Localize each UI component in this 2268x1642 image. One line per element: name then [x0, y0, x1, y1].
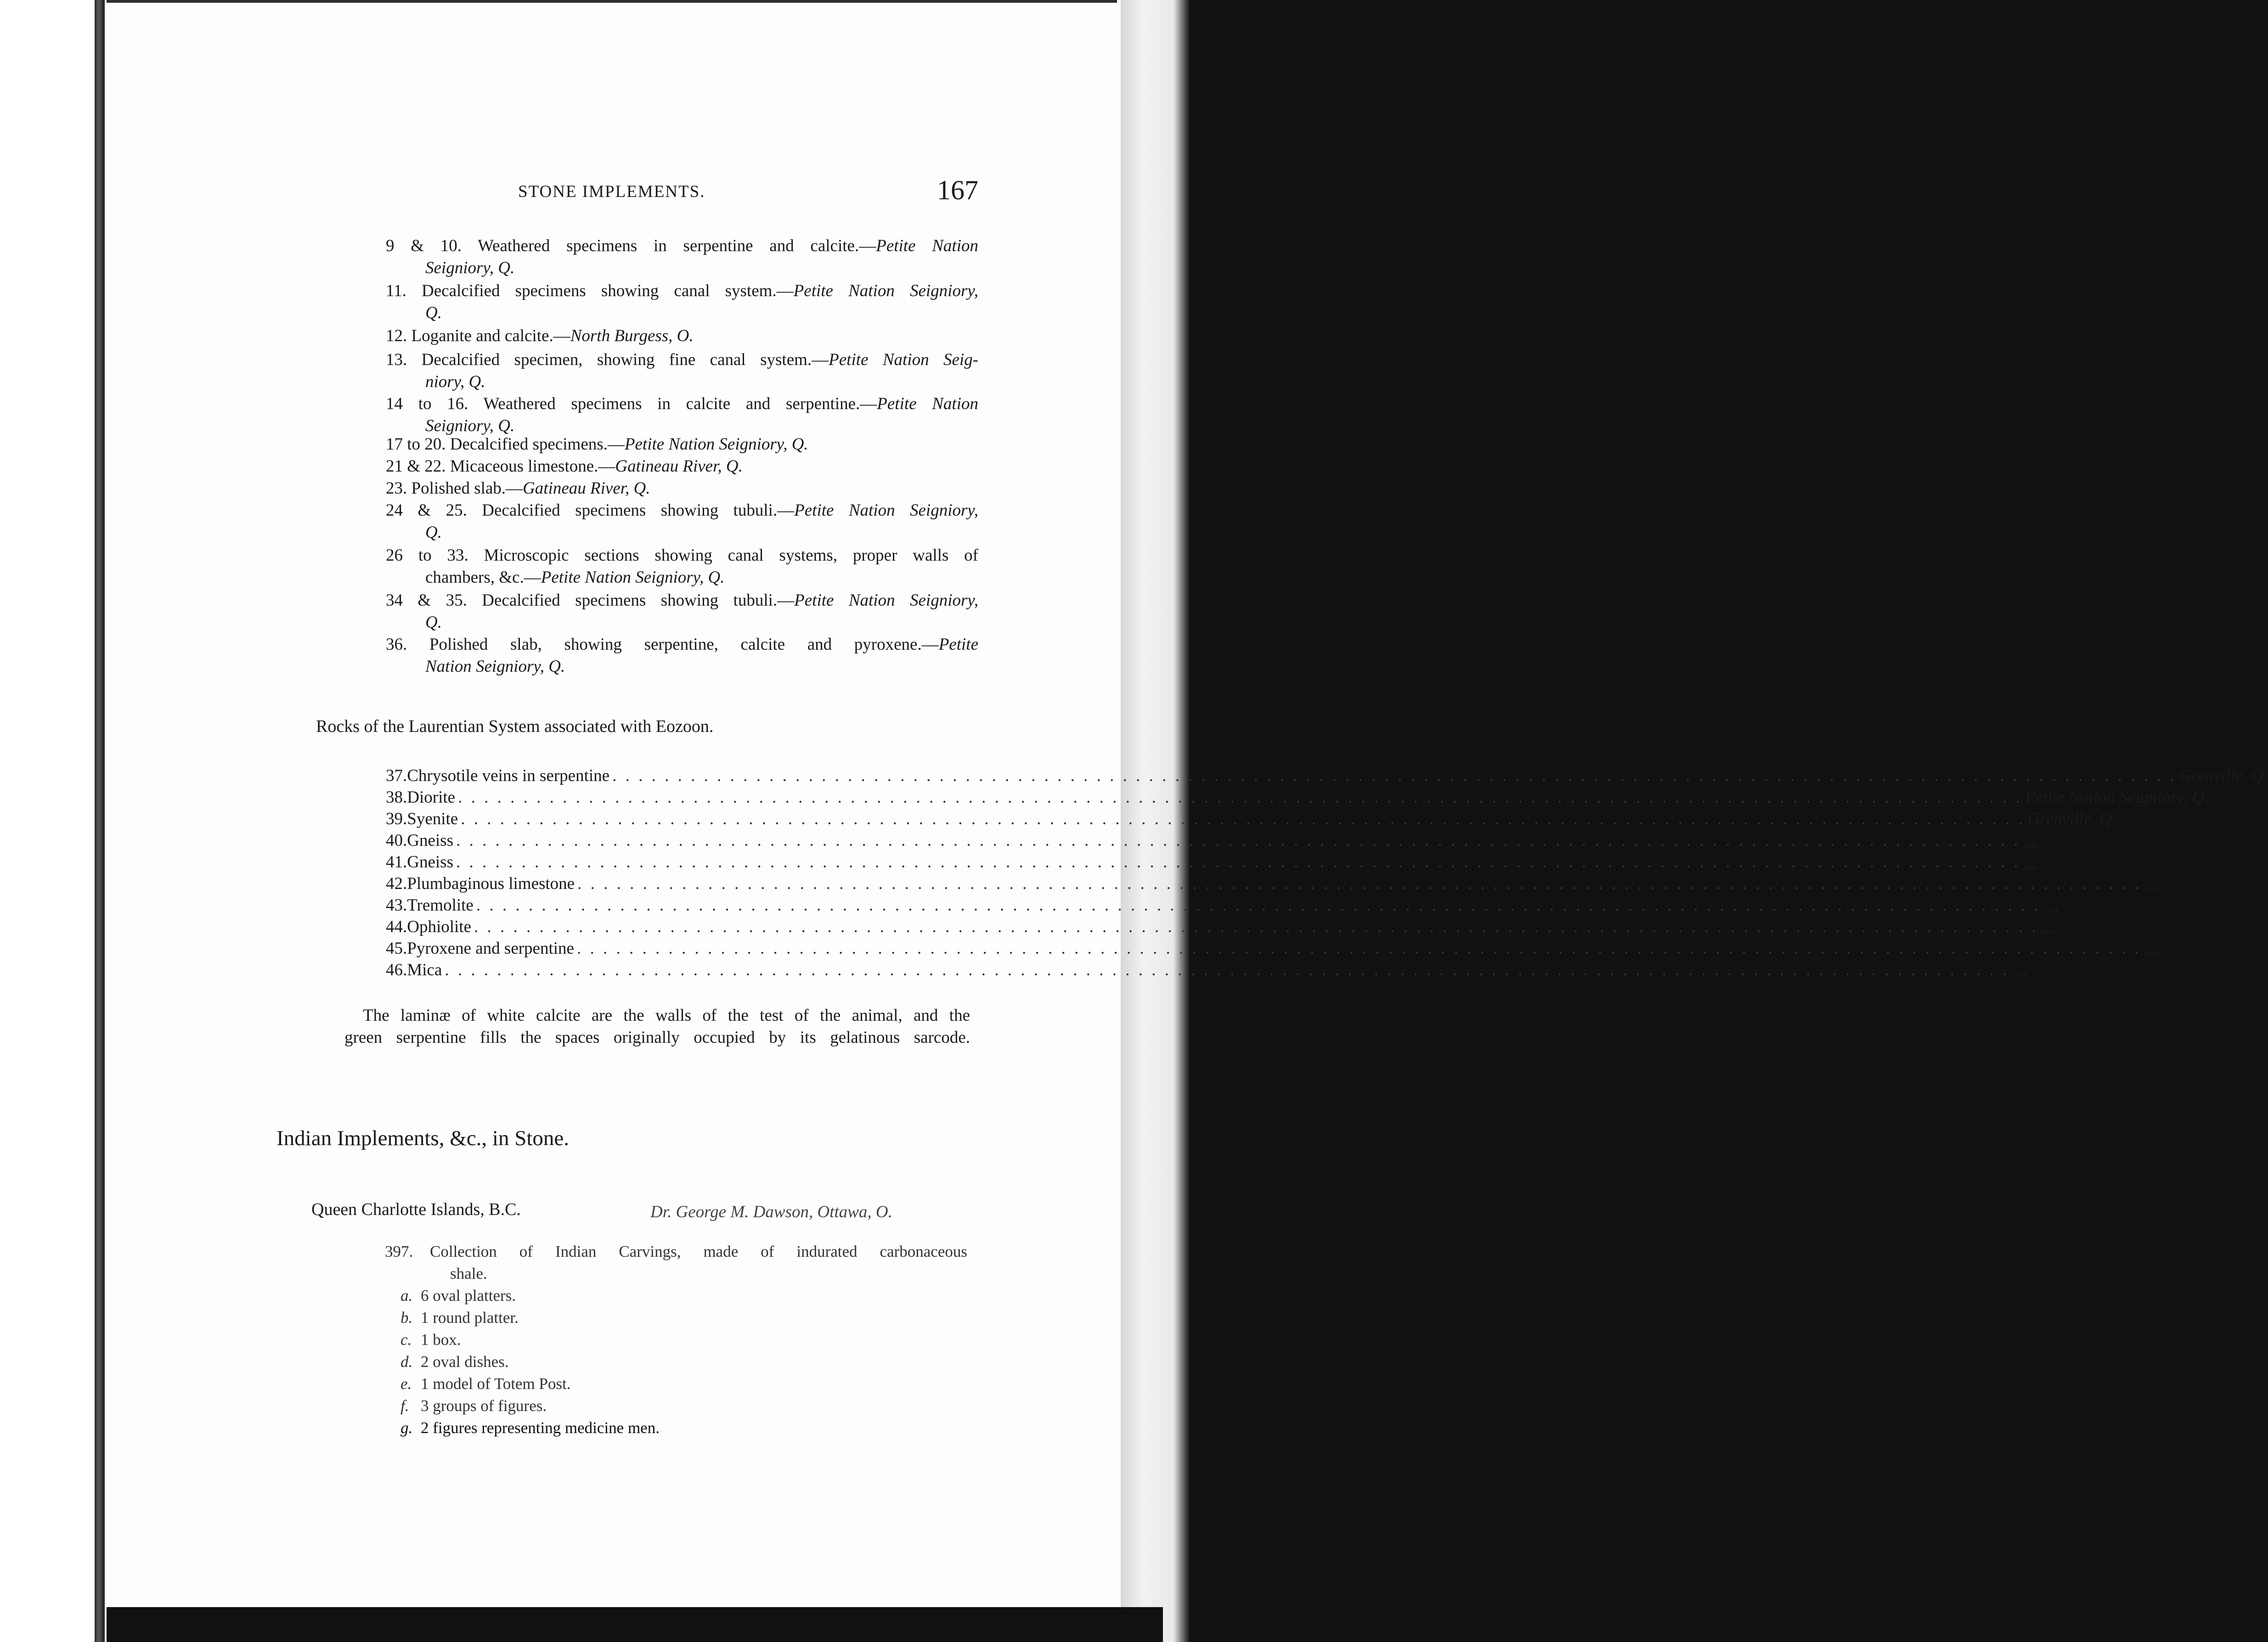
- rock-row: [386, 851, 2038, 873]
- sub-item-letter: e.: [401, 1375, 412, 1393]
- eozoon-entry: [386, 349, 978, 393]
- entry-continuation: chambers, &c.—Petite Nation Seigniory, Q.: [425, 568, 725, 587]
- ditto-mark: „: [2048, 917, 2056, 936]
- rock-row: [386, 894, 2059, 917]
- rock-row: [386, 959, 2027, 981]
- rock-name: Ophiolite: [407, 917, 472, 936]
- sub-item-text: 2 figures representing medicine men.: [421, 1419, 660, 1437]
- ditto-mark: „: [2023, 853, 2031, 872]
- entry-number: 23.: [386, 479, 412, 498]
- ditto-mark: „: [2051, 896, 2059, 915]
- entry-continuation: Q.: [425, 523, 442, 542]
- rock-locality: Grenville, Q.: [2027, 810, 2116, 828]
- item-397-line-1: Collection of Indian Carvings, made of indurated carbonaceous: [430, 1243, 967, 1260]
- sub-item: [401, 1373, 570, 1395]
- entry-locality: Gatineau River, Q.: [615, 457, 743, 476]
- entry-number: 34 & 35.: [386, 591, 482, 610]
- leader-dots: . . . . . . . . . . . . . . . . . . . . . . . . . . . . . . . . . . . . . . . . . . . . . . . . . . . . . . . . . . . . . . . . . . . . . . . . . . . . . . . . . . . . . . . . . . . . . . . . . . . . . . . . . . . . . . . . . . . . . . . .: [612, 766, 2177, 785]
- ditto-mark: „: [2151, 939, 2159, 958]
- entry-number: 14 to 16.: [386, 394, 484, 413]
- rock-row: [386, 873, 2160, 895]
- eozoon-entry: [386, 590, 978, 634]
- entry-locality: Petite Nation Seigniory,: [793, 281, 978, 300]
- sub-item-text: 6 oval platters.: [421, 1287, 516, 1305]
- entry-locality: Gatineau River, Q.: [523, 479, 650, 498]
- entry-number: 9 & 10.: [386, 236, 478, 255]
- entry-description: Decalcified specimens showing canal system.—: [422, 281, 794, 300]
- entry-number: 21 & 22.: [386, 457, 450, 476]
- item-397-line-2: shale.: [450, 1265, 487, 1282]
- rock-row: [386, 830, 2038, 852]
- rock-number: 41.: [386, 853, 407, 872]
- entry-line: [386, 349, 978, 371]
- rock-number: 40.: [386, 831, 407, 850]
- entry-number: 36.: [386, 635, 429, 654]
- scan-binding-strip: [95, 0, 105, 1642]
- eozoon-entry: [386, 280, 978, 324]
- sub-item-text: 1 model of Totem Post.: [421, 1375, 571, 1393]
- eozoon-entry: [386, 235, 978, 279]
- scan-bottom-edge: [107, 1607, 1163, 1642]
- rock-row: [386, 808, 2116, 830]
- entry-description: Decalcified specimens showing tubuli.—: [482, 591, 795, 610]
- note-paragraph: [344, 1005, 970, 1049]
- entry-locality: Petite: [938, 635, 978, 654]
- sub-item-letter: b.: [401, 1309, 413, 1327]
- sub-item: [401, 1285, 516, 1307]
- rock-row: [386, 787, 2209, 809]
- sub-item: [401, 1329, 461, 1351]
- rock-name: Plumbaginous limestone: [407, 874, 575, 893]
- eozoon-entry: [386, 433, 978, 455]
- rock-number: 42.: [386, 874, 407, 893]
- rock-number: 44.: [386, 917, 407, 936]
- entry-description: Decalcified specimen, showing fine canal system.—: [421, 350, 829, 369]
- entry-line: [386, 545, 978, 567]
- leader-dots: . . . . . . . . . . . . . . . . . . . . . . . . . . . . . . . . . . . . . . . . . . . . . . . . . . . . . . . . . . . . . . . . . . . . . . . . . . . . . . . . . . . . . . . . . . . . . . . . . . . . . . . . . . . . . . . . . . . . . . . .: [445, 961, 2009, 979]
- entry-line: [386, 478, 978, 500]
- entry-description: Weathered specimens in calcite and serpentine.—: [483, 394, 877, 413]
- ditto-mark: „: [2144, 939, 2152, 958]
- entry-continuation: [386, 656, 978, 678]
- sub-item-text: 1 round platter.: [421, 1309, 519, 1327]
- leader-dots: . . . . . . . . . . . . . . . . . . . . . . . . . . . . . . . . . . . . . . . . . . . . . . . . . . . . . . . . . . . . . . . . . . . . . . . . . . . . . . . . . . . . . . . . . . . . . . . . . . . . . . . . . . . . . . . . . . . . . . . .: [576, 939, 2141, 958]
- rock-name: Gneiss: [407, 853, 453, 872]
- rock-locality: Grenville, Q.: [2179, 766, 2268, 785]
- sub-item-text: 3 groups of figures.: [421, 1397, 547, 1415]
- entry-description: Weathered specimens in serpentine and calcite.—: [478, 236, 876, 255]
- eozoon-entry: [386, 455, 978, 478]
- entry-number: 12.: [386, 326, 412, 345]
- note-line-2: green serpentine fills the spaces originally occupied by its gelatinous sarcode.: [344, 1028, 970, 1047]
- rock-name: Tremolite: [407, 896, 474, 915]
- rock-number: 45.: [386, 939, 407, 958]
- rock-name: Diorite: [407, 788, 456, 807]
- entry-number: 17 to 20.: [386, 435, 450, 454]
- sub-item-letter: g.: [401, 1419, 413, 1437]
- eozoon-entry: [386, 325, 978, 347]
- item-397-number: 397.: [385, 1243, 413, 1260]
- entry-locality: Petite Nation Seig-: [829, 350, 979, 369]
- ditto-mark: „: [2152, 874, 2160, 893]
- note-line-1: The laminæ of white calcite are the walls of the test of the animal, and the: [363, 1006, 970, 1025]
- sub-item-letter: d.: [401, 1353, 413, 1371]
- rock-number: 38.: [386, 788, 407, 807]
- entry-line: [386, 590, 978, 612]
- sub-item-letter: c.: [401, 1331, 412, 1349]
- rock-row: [386, 765, 2268, 787]
- entry-line: [386, 280, 978, 302]
- sub-item-letter: f.: [401, 1397, 409, 1415]
- rock-name: Chrysotile veins in serpentine: [407, 766, 610, 785]
- eozoon-entry: [386, 393, 978, 437]
- leader-dots: . . . . . . . . . . . . . . . . . . . . . . . . . . . . . . . . . . . . . . . . . . . . . . . . . . . . . . . . . . . . . . . . . . . . . . . . . . . . . . . . . . . . . . . . . . . . . . . . . . . . . . . . . . . . . . . . . . . . . . . .: [474, 917, 2038, 936]
- entry-locality: North Burgess, O.: [570, 326, 694, 345]
- rock-locality: Petite Nation Seigniory, Q.: [2025, 788, 2209, 807]
- scan-margin-left: [0, 0, 107, 1642]
- rocks-heading: Rocks of the Laurentian System associated with Eozoon.: [316, 717, 714, 736]
- rock-row: [386, 916, 2056, 938]
- entry-description: Loganite and calcite.—: [411, 326, 570, 345]
- leader-dots: . . . . . . . . . . . . . . . . . . . . . . . . . . . . . . . . . . . . . . . . . . . . . . . . . . . . . . . . . . . . . . . . . . . . . . . . . . . . . . . . . . . . . . . . . . . . . . . . . . . . . . . . . . . . . . . . . . . . . . . .: [476, 896, 2041, 915]
- rock-name: Mica: [407, 961, 442, 979]
- entry-line: [386, 393, 978, 415]
- entry-continuation: Q.: [425, 613, 442, 632]
- entry-description: Polished slab.—: [411, 479, 523, 498]
- leader-dots: . . . . . . . . . . . . . . . . . . . . . . . . . . . . . . . . . . . . . . . . . . . . . . . . . . . . . . . . . . . . . . . . . . . . . . . . . . . . . . . . . . . . . . . . . . . . . . . . . . . . . . . . . . . . . . . . . . . . . . . .: [456, 831, 2020, 850]
- rock-number: 43.: [386, 896, 407, 915]
- ditto-mark: „: [2019, 961, 2027, 979]
- entry-locality: Petite Nation Seigniory, Q.: [624, 435, 808, 454]
- entry-number: 13.: [386, 350, 422, 369]
- sub-item-text: 1 box.: [421, 1331, 461, 1349]
- indian-heading: Indian Implements, &c., in Stone.: [276, 1126, 570, 1150]
- rock-number: 46.: [386, 961, 407, 979]
- entry-description: Decalcified specimens.—: [450, 435, 625, 454]
- rock-name: Pyroxene and serpentine: [407, 939, 574, 958]
- entry-number: 11.: [386, 281, 422, 300]
- entry-locality: Nation Seigniory, Q.: [425, 657, 565, 676]
- sub-item-text: 2 oval dishes.: [421, 1353, 509, 1371]
- sub-item: [401, 1307, 519, 1329]
- entry-description: Microscopic sections showing canal systems, proper walls of: [484, 546, 979, 565]
- locality-place: Queen Charlotte Islands, B.C.: [311, 1200, 521, 1219]
- entry-locality: Petite Nation: [877, 394, 978, 413]
- entry-continuation: Seigniory, Q.: [425, 259, 515, 277]
- leader-dots: . . . . . . . . . . . . . . . . . . . . . . . . . . . . . . . . . . . . . . . . . . . . . . . . . . . . . . . . . . . . . . . . . . . . . . . . . . . . . . . . . . . . . . . . . . . . . . . . . . . . . . . . . . . . . . . . . . . . . . . .: [461, 810, 2025, 828]
- entry-continuation: niory, Q.: [425, 372, 485, 391]
- entry-line: [386, 455, 978, 478]
- leader-dots: . . . . . . . . . . . . . . . . . . . . . . . . . . . . . . . . . . . . . . . . . . . . . . . . . . . . . . . . . . . . . . . . . . . . . . . . . . . . . . . . . . . . . . . . . . . . . . . . . . . . . . . . . . . . . . . . . . . . . . . .: [456, 853, 2020, 872]
- entry-locality: Petite Nation: [876, 236, 978, 255]
- entry-number: 26 to 33.: [386, 546, 484, 565]
- rock-number: 37.: [386, 766, 407, 785]
- entry-locality: Petite Nation Seigniory,: [794, 501, 979, 520]
- ditto-mark: „: [2043, 896, 2051, 915]
- entry-locality: Petite Nation Seigniory, Q.: [541, 568, 725, 587]
- running-title: STONE IMPLEMENTS.: [518, 182, 705, 201]
- ditto-mark: „: [2144, 874, 2152, 893]
- scan-top-edge: [107, 0, 1117, 3]
- locality-donor: Dr. George M. Dawson, Ottawa, O.: [650, 1203, 892, 1221]
- entry-continuation: Q.: [425, 304, 442, 322]
- rock-name: Syenite: [407, 810, 458, 828]
- entry-line: [386, 634, 978, 656]
- ditto-mark: „: [2031, 831, 2038, 850]
- entry-description: Polished slab, showing serpentine, calcite and pyroxene.—: [429, 635, 939, 654]
- page-number: 167: [937, 175, 978, 205]
- ditto-mark: „: [2012, 961, 2020, 979]
- ditto-mark: „: [2023, 831, 2031, 850]
- eozoon-entry: [386, 545, 978, 589]
- entry-continuation: Seigniory, Q.: [425, 416, 515, 435]
- ditto-mark: „: [2041, 917, 2049, 936]
- sub-item: [401, 1417, 660, 1439]
- entry-description: Micaceous limestone.—: [450, 457, 615, 476]
- sub-item: [401, 1351, 509, 1373]
- eozoon-entry: [386, 634, 978, 678]
- rock-name: Gneiss: [407, 831, 453, 850]
- entry-line: [386, 325, 978, 347]
- rock-number: 39.: [386, 810, 407, 828]
- entry-line: [386, 235, 978, 257]
- sub-item: [401, 1395, 547, 1417]
- entry-line: [386, 500, 978, 522]
- sub-item-letter: a.: [401, 1287, 413, 1305]
- entry-locality: Petite Nation Seigniory,: [794, 591, 979, 610]
- rock-row: [386, 938, 2159, 960]
- eozoon-entry: [386, 478, 978, 500]
- entry-number: 24 & 25.: [386, 501, 482, 520]
- leader-dots: . . . . . . . . . . . . . . . . . . . . . . . . . . . . . . . . . . . . . . . . . . . . . . . . . . . . . . . . . . . . . . . . . . . . . . . . . . . . . . . . . . . . . . . . . . . . . . . . . . . . . . . . . . . . . . . . . . . . . . . .: [458, 788, 2022, 807]
- leader-dots: . . . . . . . . . . . . . . . . . . . . . . . . . . . . . . . . . . . . . . . . . . . . . . . . . . . . . . . . . . . . . . . . . . . . . . . . . . . . . . . . . . . . . . . . . . . . . . . . . . . . . . . . . . . . . . . . . . . . . . . .: [577, 874, 2142, 893]
- entry-description: Decalcified specimens showing tubuli.—: [482, 501, 795, 520]
- eozoon-entry: [386, 500, 978, 544]
- entry-line: [386, 433, 978, 455]
- ditto-mark: „: [2031, 853, 2038, 872]
